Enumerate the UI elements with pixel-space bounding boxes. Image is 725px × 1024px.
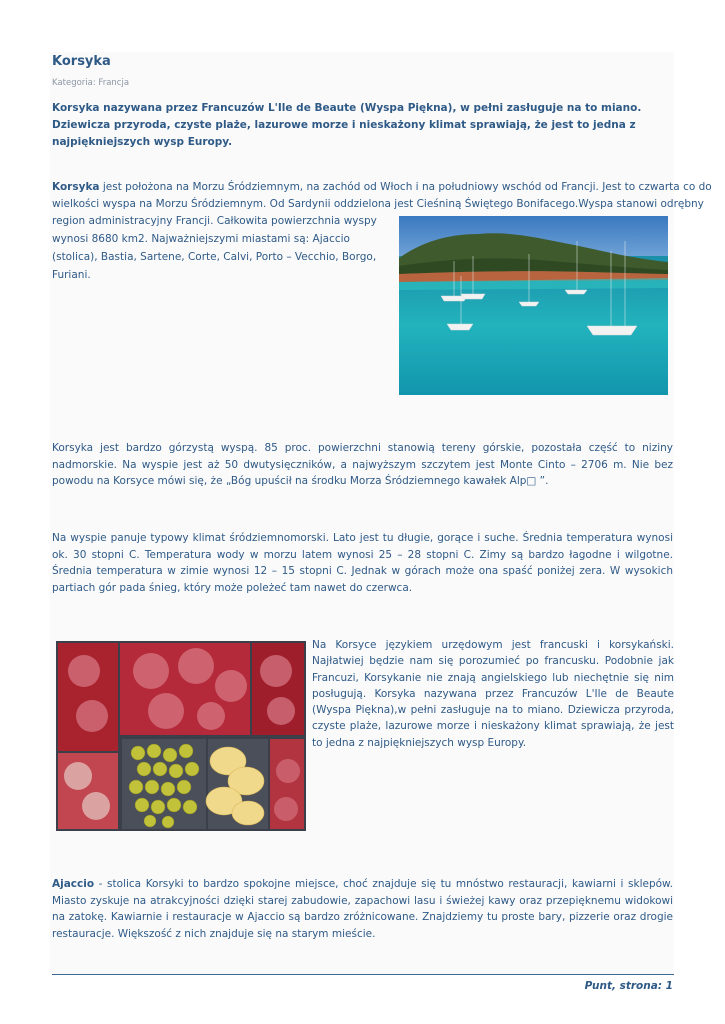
page-footer: Punt, strona: 1: [584, 980, 673, 992]
paragraph-language: Na Korsyce językiem urzędowym jest francuski i korsykański. Najłatwiej będzie nam się porozumieć po francusku. Podobnie jak Francuzi, Korsykanie nie znają angielskiego lub niechętnie się nim posługują. Korsyka nazywana przez Francuzów L'Ile de Beaute (Wyspa Piękna),w pełni zasługuje na to miano. Dziewicza przyroda, czyste plaże, lazurowe morze i nieskażony klimat sprawiają, że jest to jedna z najpiękniejszych wysp Europy.: [312, 639, 674, 749]
paragraph-location: [52, 179, 712, 212]
charcuterie-olives-photo: [56, 641, 306, 831]
keyword-ajaccio: Ajaccio: [52, 878, 95, 890]
paragraph-mountains: Korsyka jest bardzo górzystą wyspą. 85 proc. powierzchni stanowią tereny górskie, pozostała część to niziny nadmorskie. Na wyspie jest aż 50 dwutysięczników, a najwyższym szczytem jest Monte Cinto – 2706 m. Nie bez powodu na Korsyce mówi się, że „Bóg upuścił na środku Morza Śródziemnego kawałek Alp□ ”.: [52, 442, 673, 487]
footer-divider: [52, 974, 674, 975]
paragraph-climate: Na wyspie panuje typowy klimat śródziemnomorski. Lato jest tu długie, gorące i suche. Średnia temperatura wynosi ok. 30 stopni C. Temperatura wody w morzu latem wynosi 25 – 28 stopni C. Zimy są bardzo łagodne i wilgotne. Średnia temperatura w zimie wynosi 12 – 15 stopni C. Jednak w górach może ona spaść poniżej zera. W wysokich partiach gór pada śnieg, który może poleżeć tam nawet do czerwca.: [52, 532, 673, 594]
keyword-korsyka: Korsyka: [52, 181, 100, 193]
article-category[interactable]: Kategoria: Francja: [52, 78, 130, 88]
bay-with-yachts-photo: [399, 216, 668, 395]
article-title: Korsyka: [52, 54, 111, 69]
paragraph-location-rest: region administracyjny Francji. Całkowita powierzchnia wyspy wynosi 8680 km2. Najważniejszymi miastami są: Ajaccio (stolica), Bastia, Sartene, Corte, Calvi, Porto – Vecchio, Borgo, Furiani.: [52, 215, 377, 281]
paragraph-ajaccio-text: - stolica Korsyki to bardzo spokojne miejsce, choć znajduje się tu mnóstwo restauracji, kawiarni i sklepów. Miasto zyskuje na atrakcyjności dzięki starej zabudowie, zapachowi lasu i świeżej kawy oraz przepięknemu widokowi na zatokę. Kawiarnie i restauracje w Ajaccio są bardzo zróżnicowane. Znajdziemy tu proste bary, pizzerie oraz drogie restauracje. Większość z nich znajduje się na starym mieście.: [52, 878, 673, 940]
paragraph-location-line2: wielkości wyspa na Morzu Śródziemnym. Od Sardynii oddzielona jest Cieśniną Świętego Bonifacego.Wyspa stanowi odrębny: [52, 197, 704, 210]
paragraph-ajaccio: [52, 876, 673, 942]
article-lead: Korsyka nazywana przez Francuzów L'Ile de Beaute (Wyspa Piękna), w pełni zasługuje na to miano. Dziewicza przyroda, czyste plaże, lazurowe morze i nieskażony klimat sprawiają, że jest to jedna z najpiękniejszych wysp Europy.: [52, 102, 642, 148]
paragraph-location-line1: jest położona na Morzu Śródziemnym, na zachód od Włoch i na południowy wschód od Francji. Jest to czwarta co do: [99, 181, 712, 193]
